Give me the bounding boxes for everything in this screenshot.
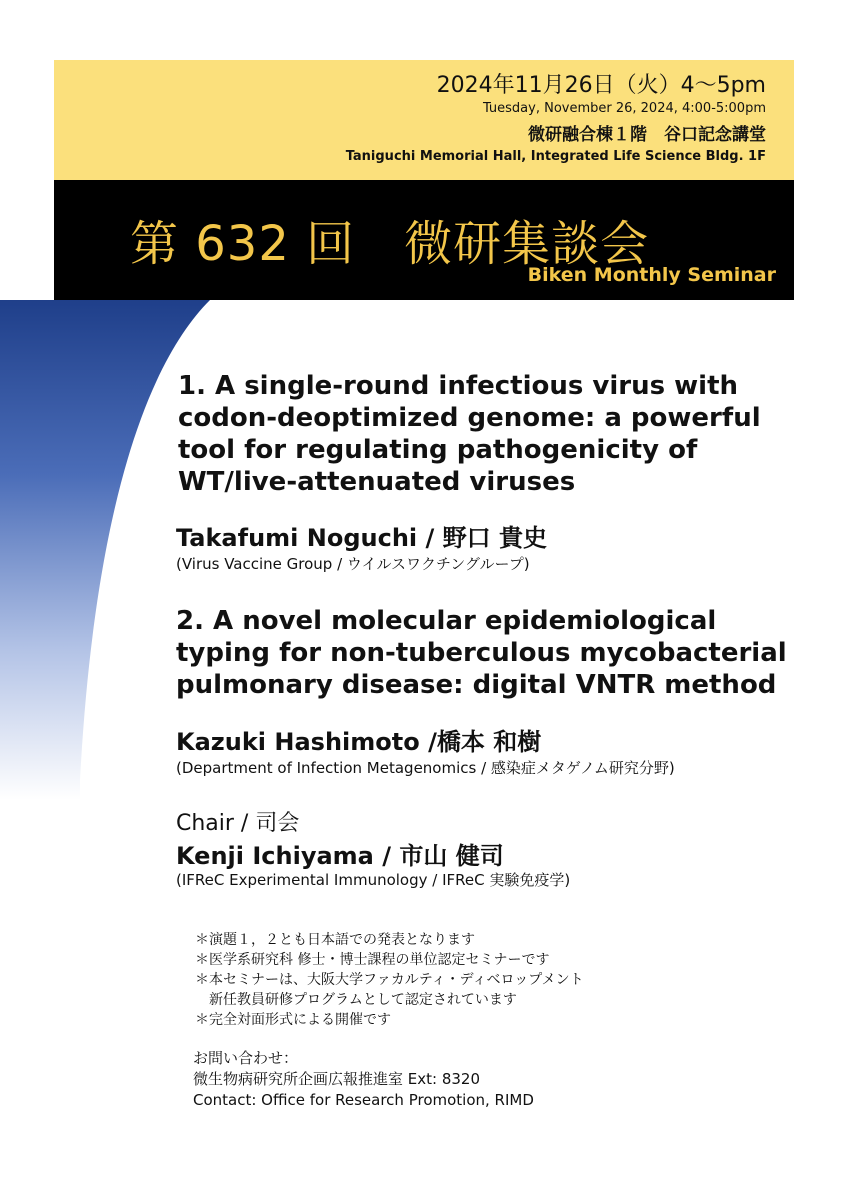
contact-label: お問い合わせ： — [193, 1049, 299, 1067]
date-en: Tuesday, November 26, 2024, 4:00-5:00pm — [482, 101, 766, 116]
talk-2-title-line: typing for non-tuberculous mycobacterial — [176, 638, 787, 668]
seminar-subtitle: Biken Monthly Seminar — [527, 264, 776, 286]
talk-1-speaker: Takafumi Noguchi / 野口 貴史 — [176, 524, 547, 552]
note-item: ＊演題１，２とも日本語での発表となります — [195, 932, 475, 948]
talk-1-title-line: tool for regulating pathogenicity of — [178, 435, 698, 465]
seminar-title: 第 632 回 微研集談会 — [130, 216, 650, 272]
talk-2-title — [176, 605, 787, 701]
note-item: ＊本セミナーは、大阪大学ファカルティ・ディベロップメント — [195, 972, 584, 988]
contact-block — [193, 1048, 534, 1111]
note-item: ＊完全対面形式による開催です — [195, 1012, 391, 1028]
chair-name: Kenji Ichiyama / 市山 健司 — [176, 842, 504, 870]
note-item: ＊医学系研究科 修士・博士課程の単位認定セミナーです — [195, 952, 550, 968]
talk-1-title-line: WT/live-attenuated viruses — [178, 467, 576, 497]
contact-office-en: Contact: Office for Research Promotion, RIMD — [193, 1091, 534, 1109]
chair-label: Chair / 司会 — [176, 811, 300, 836]
talk-1-title-line: codon-deoptimized genome: a powerful — [178, 403, 761, 433]
talk-2-affiliation: (Department of Infection Metagenomics / 感染症メタゲノム研究分野) — [176, 759, 675, 777]
talk-2-title-line: 2. A novel molecular epidemiological — [176, 606, 717, 636]
contact-office-jp: 微生物病研究所企画広報推進室 Ext: 8320 — [193, 1070, 481, 1088]
venue-en: Taniguchi Memorial Hall, Integrated Life Science Bldg. 1F — [345, 149, 766, 164]
venue-jp: 微研融合棟１階 谷口記念講堂 — [528, 125, 766, 145]
note-item: 新任教員研修プログラムとして認定されています — [195, 992, 517, 1008]
talk-1-title — [178, 370, 761, 498]
notes-list — [195, 930, 584, 1030]
talk-2-title-line: pulmonary disease: digital VNTR method — [176, 670, 777, 700]
talk-1-title-line: 1. A single-round infectious virus with — [178, 371, 739, 401]
date-jp: 2024年11月26日（火）4～5pm — [436, 73, 766, 98]
talk-2-speaker: Kazuki Hashimoto /橋本 和樹 — [176, 728, 542, 756]
talk-1-affiliation: (Virus Vaccine Group / ウイルスワクチングループ) — [176, 555, 530, 573]
chair-affiliation: (IFReC Experimental Immunology / IFReC 実験免疫学) — [176, 871, 571, 889]
